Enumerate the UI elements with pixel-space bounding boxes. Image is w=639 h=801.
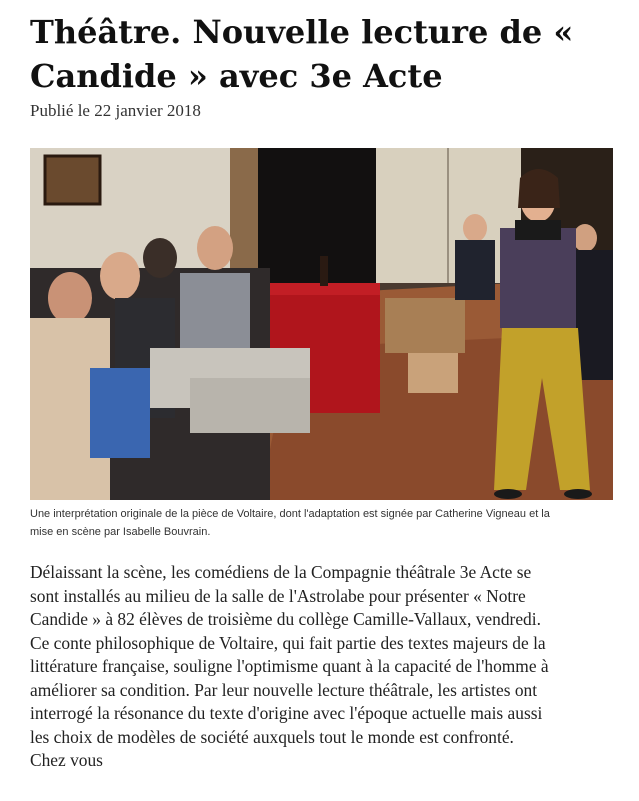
chez-vous-link[interactable]: Chez vous (30, 750, 103, 770)
body-line: améliorer sa condition. Par leur nouvelle lecture théâtrale, les artistes ont (30, 679, 538, 700)
article-body (30, 561, 622, 773)
article-photo (30, 148, 613, 500)
photo-caption-line-2: mise en scène par Isabelle Bouvrain. (30, 526, 211, 538)
article-title-line-1: Théâtre. Nouvelle lecture de « (30, 13, 574, 51)
article-title-line-2: Candide » avec 3e Acte (30, 57, 443, 95)
body-line: interrogé la résonance du texte d'origine avec l'époque actuelle mais aussi (30, 703, 543, 723)
photo-caption-line-1: Une interprétation originale de la pièce de Voltaire, dont l'adaptation est signée par Catherine Vigneau et la (30, 508, 550, 520)
photo-caption (30, 505, 610, 541)
body-line: littérature française, souligne l'optimisme quant à la capacité de l'homme à (30, 656, 549, 676)
body-line: Ce conte philosophique de Voltaire, qui fait partie des textes majeurs de la (30, 632, 546, 653)
body-line: Délaissant la scène, les comédiens de la Compagnie théâtrale 3e Acte se (30, 562, 532, 582)
body-line: les choix de modèles de société auxquels tout le monde est confronté. (30, 726, 514, 747)
publication-date: Publié le 22 janvier 2018 (30, 101, 201, 120)
body-line: Candide » à 82 élèves de troisième du collège Camille-Vallaux, vendredi. (30, 609, 541, 629)
body-line: sont installés au milieu de la salle de l'Astrolabe pour présenter « Notre (30, 585, 526, 606)
article-title (30, 10, 620, 98)
